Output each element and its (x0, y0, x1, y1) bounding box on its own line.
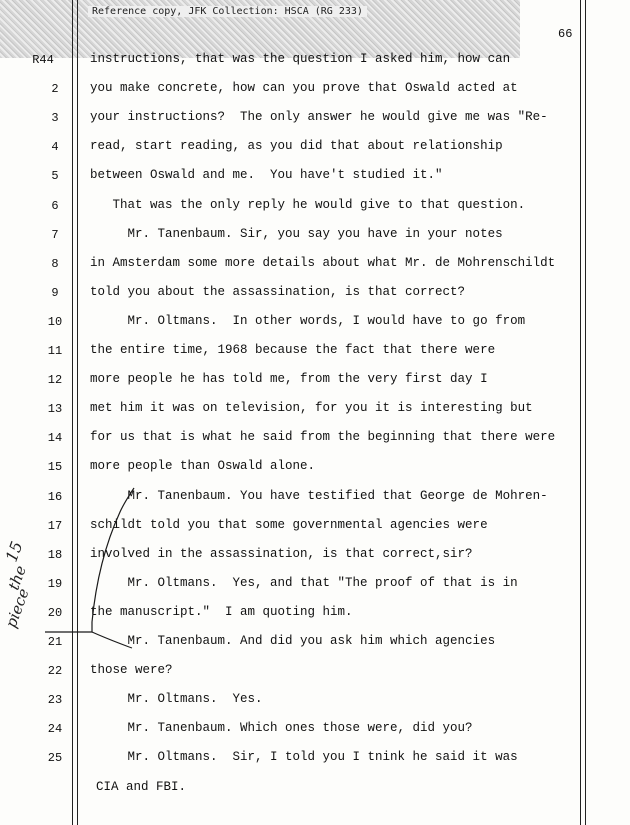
transcript-line: CIA and FBI. (96, 779, 187, 794)
transcript-line: Mr. Tanenbaum. Which ones those were, did you? (90, 721, 473, 736)
transcript-line: between Oswald and me. You have't studied it." (90, 168, 443, 183)
page-number: 66 (558, 27, 573, 41)
transcript-line: you make concrete, how can you prove that Oswald acted at (90, 81, 518, 96)
handwritten-note-1: 15 (1, 538, 27, 565)
line-number: 21 (47, 635, 63, 649)
bracket-tail (92, 632, 132, 648)
bracket-mark (45, 488, 134, 632)
line-number: 8 (51, 256, 59, 271)
transcript-line: Mr. Oltmans. In other words, I would have to go from (90, 313, 526, 328)
transcript-line: your instructions? The only answer he would give me was "Re- (90, 110, 548, 125)
line-number: 11 (47, 344, 63, 358)
line-number: 13 (47, 402, 63, 417)
transcript-line: the entire time, 1968 because the fact that there were (90, 343, 496, 357)
line-number: 16 (47, 489, 63, 504)
transcript-line: told you about the assassination, is that correct? (90, 284, 466, 299)
line-number: 23 (47, 693, 63, 708)
line-number: 14 (47, 431, 63, 446)
transcript-line: for us that is what he said from the beginning that there were (90, 430, 556, 445)
transcript-line: Mr. Oltmans. Sir, I told you I tnink he said it was (90, 750, 518, 765)
line-number: 20 (47, 605, 63, 620)
transcript-line: Mr. Tanenbaum. Sir, you say you have in your notes (90, 226, 503, 241)
line-number: 3 (51, 111, 59, 126)
transcript-line: Mr. Tanenbaum. And did you ask him which agencies (90, 634, 496, 648)
line-number: 19 (47, 576, 63, 591)
line-number: 22 (47, 664, 63, 679)
line-number: 12 (47, 373, 63, 388)
handwritten-note-2: the (4, 563, 30, 593)
line-number: 9 (51, 285, 59, 300)
reference-copy-stamp: Reference copy, JFK Collection: HSCA (RG 233) (88, 6, 367, 17)
margin-mark: R44 (32, 53, 54, 67)
transcript-line: Mr. Oltmans. Yes, and that "The proof of that is in (90, 575, 518, 590)
line-number: 10 (47, 314, 63, 329)
transcript-line: schildt told you that some governmental agencies were (90, 517, 488, 532)
handwritten-note-3: piece (1, 585, 33, 631)
transcript-line: more people he has told me, from the very first day I (90, 372, 488, 387)
line-number: 15 (47, 460, 63, 475)
transcript-line: read, start reading, as you did that about relationship (90, 139, 503, 154)
transcript-line: That was the only reply he would give to that question. (90, 197, 526, 212)
transcript-line: Mr. Tanenbaum. You have testified that George de Mohren- (90, 488, 548, 503)
transcript-line: met him it was on television, for you it is interesting but (90, 401, 533, 416)
line-number: 4 (51, 140, 59, 155)
transcript-line: those were? (90, 663, 173, 678)
transcript-line: involved in the assassination, is that correct,sir? (90, 546, 473, 561)
line-number: 5 (51, 169, 59, 184)
line-number: 7 (51, 227, 59, 242)
transcript-line: in Amsterdam some more details about what Mr. de Mohrenschildt (90, 255, 556, 270)
transcript-line: more people than Oswald alone. (90, 459, 316, 474)
transcript-line: Mr. Oltmans. Yes. (90, 692, 263, 707)
line-number: 6 (51, 198, 59, 213)
line-number: 24 (47, 722, 63, 737)
line-number: 2 (51, 82, 59, 97)
transcript-line: instructions, that was the question I asked him, how can (90, 52, 511, 66)
transcript-line: the manuscript." I am quoting him. (90, 604, 353, 619)
line-number: 18 (47, 547, 63, 562)
line-number: 17 (47, 518, 63, 533)
line-number: 25 (47, 751, 63, 766)
